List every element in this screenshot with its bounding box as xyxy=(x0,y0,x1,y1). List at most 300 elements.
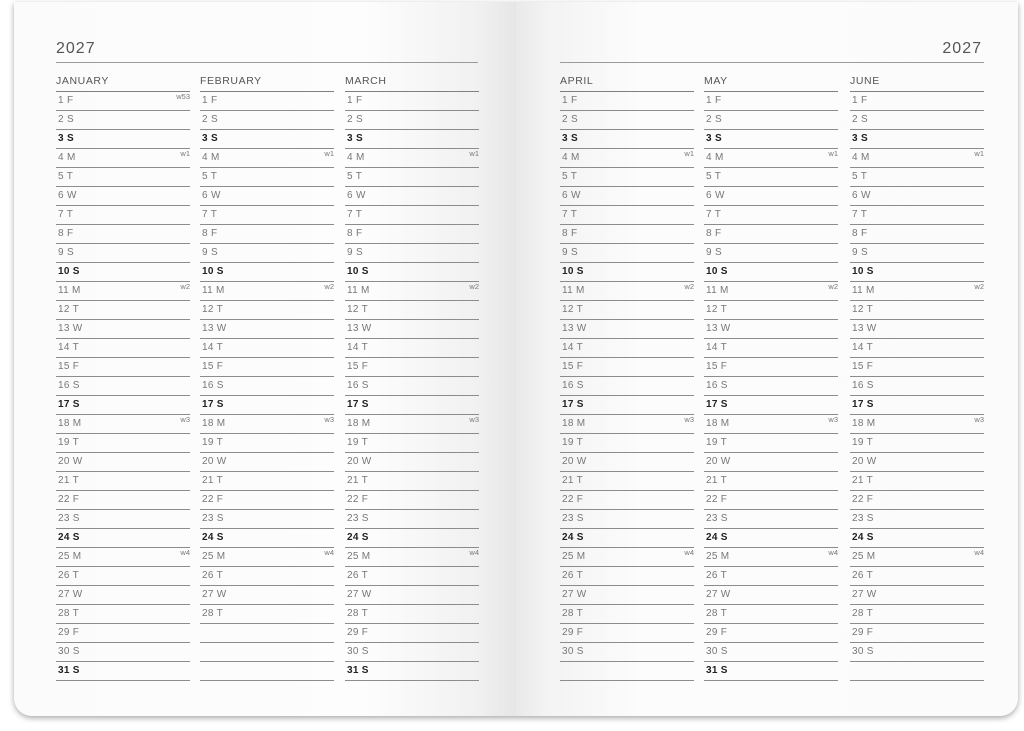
day-row xyxy=(560,187,694,206)
day-label: 9 S xyxy=(852,247,868,258)
day-row xyxy=(560,206,694,225)
day-label: 10 S xyxy=(202,266,224,277)
day-label: 28 T xyxy=(58,608,80,619)
day-label: 12 T xyxy=(562,304,584,315)
day-row xyxy=(850,377,984,396)
day-label: 17 S xyxy=(202,399,224,410)
day-row xyxy=(200,586,334,605)
day-label: 26 T xyxy=(706,570,728,581)
day-row xyxy=(200,206,334,225)
day-row xyxy=(850,624,984,643)
day-row xyxy=(56,339,190,358)
day-row xyxy=(345,434,479,453)
day-label: 25 M xyxy=(347,551,371,562)
day-label: 20 W xyxy=(852,456,877,467)
day-row xyxy=(560,491,694,510)
day-row xyxy=(345,624,479,643)
day-label: 18 M xyxy=(58,418,82,429)
month-column-january xyxy=(56,74,190,681)
day-row xyxy=(56,320,190,339)
day-row xyxy=(850,529,984,548)
day-label: 25 M xyxy=(202,551,226,562)
day-row xyxy=(704,92,838,111)
day-label: 1 F xyxy=(347,95,363,106)
day-label: 18 M xyxy=(562,418,586,429)
day-label: 10 S xyxy=(347,266,369,277)
day-row xyxy=(560,415,694,434)
day-row xyxy=(560,624,694,643)
day-row xyxy=(345,396,479,415)
day-row xyxy=(560,358,694,377)
month-column-march xyxy=(345,74,479,681)
day-label: 13 W xyxy=(562,323,587,334)
day-row xyxy=(200,244,334,263)
day-row xyxy=(850,130,984,149)
day-label: 4 M xyxy=(202,152,220,163)
week-number: w4 xyxy=(469,548,479,557)
day-label: 5 T xyxy=(58,171,74,182)
header-rule-right xyxy=(560,62,984,63)
day-row xyxy=(560,301,694,320)
day-row xyxy=(850,301,984,320)
day-label: 4 M xyxy=(706,152,724,163)
day-label: 16 S xyxy=(706,380,728,391)
day-label: 19 T xyxy=(202,437,224,448)
day-row xyxy=(56,244,190,263)
month-name: APRIL xyxy=(560,74,694,92)
day-row xyxy=(560,168,694,187)
day-label: 18 M xyxy=(347,418,371,429)
day-row xyxy=(704,225,838,244)
day-label: 16 S xyxy=(58,380,80,391)
day-row xyxy=(345,453,479,472)
week-number: w1 xyxy=(828,149,838,158)
day-label: 17 S xyxy=(706,399,728,410)
day-label: 26 T xyxy=(562,570,584,581)
year-label-left: 2027 xyxy=(56,40,96,57)
day-row xyxy=(345,282,479,301)
week-number: w3 xyxy=(684,415,694,424)
day-row xyxy=(850,567,984,586)
day-row xyxy=(850,320,984,339)
day-label: 1 F xyxy=(202,95,218,106)
day-label: 22 F xyxy=(852,494,874,505)
day-row xyxy=(345,548,479,567)
day-label: 20 W xyxy=(58,456,83,467)
day-row xyxy=(560,92,694,111)
month-name: JUNE xyxy=(850,74,984,92)
day-row xyxy=(200,567,334,586)
day-row xyxy=(345,567,479,586)
day-row xyxy=(704,149,838,168)
day-row xyxy=(56,567,190,586)
day-row xyxy=(560,339,694,358)
day-label: 5 T xyxy=(852,171,868,182)
day-label: 17 S xyxy=(58,399,80,410)
day-row xyxy=(850,548,984,567)
day-row xyxy=(200,415,334,434)
day-label: 25 M xyxy=(706,551,730,562)
right-page xyxy=(516,2,1018,716)
day-label: 26 T xyxy=(852,570,874,581)
day-row xyxy=(56,377,190,396)
day-row xyxy=(200,301,334,320)
day-row xyxy=(850,263,984,282)
day-label: 4 M xyxy=(347,152,365,163)
day-label: 10 S xyxy=(706,266,728,277)
day-row xyxy=(56,415,190,434)
day-row xyxy=(345,225,479,244)
week-number: w1 xyxy=(324,149,334,158)
day-label: 22 F xyxy=(706,494,728,505)
day-label: 21 T xyxy=(58,475,80,486)
day-label: 5 T xyxy=(562,171,578,182)
day-label: 19 T xyxy=(58,437,80,448)
day-row xyxy=(850,605,984,624)
day-label: 27 W xyxy=(706,589,731,600)
day-label: 24 S xyxy=(202,532,224,543)
day-row xyxy=(56,358,190,377)
day-label: 2 S xyxy=(706,114,722,125)
day-label: 31 S xyxy=(58,665,80,676)
day-row xyxy=(56,396,190,415)
week-number: w4 xyxy=(828,548,838,557)
day-label: 4 M xyxy=(562,152,580,163)
day-row xyxy=(560,320,694,339)
day-row xyxy=(345,206,479,225)
day-row xyxy=(850,225,984,244)
day-label: 11 M xyxy=(347,285,370,296)
day-row xyxy=(200,491,334,510)
day-row xyxy=(56,434,190,453)
day-label: 29 F xyxy=(852,627,874,638)
day-row xyxy=(200,149,334,168)
day-row xyxy=(704,529,838,548)
day-label: 9 S xyxy=(58,247,74,258)
day-row xyxy=(850,510,984,529)
day-row xyxy=(704,586,838,605)
day-label: 3 S xyxy=(706,133,722,144)
day-label: 23 S xyxy=(347,513,369,524)
week-number: w2 xyxy=(684,282,694,291)
day-row xyxy=(200,548,334,567)
day-label: 20 W xyxy=(562,456,587,467)
day-row xyxy=(56,605,190,624)
day-label: 14 T xyxy=(202,342,224,353)
day-row xyxy=(200,130,334,149)
day-label: 8 F xyxy=(562,228,578,239)
month-name: MARCH xyxy=(345,74,479,92)
day-label: 7 T xyxy=(202,209,218,220)
day-label: 10 S xyxy=(562,266,584,277)
day-row xyxy=(56,491,190,510)
day-label: 26 T xyxy=(202,570,224,581)
day-row xyxy=(560,225,694,244)
day-label: 24 S xyxy=(852,532,874,543)
day-row xyxy=(56,263,190,282)
day-row xyxy=(345,358,479,377)
day-row xyxy=(345,339,479,358)
day-label: 9 S xyxy=(562,247,578,258)
day-label: 15 F xyxy=(706,361,728,372)
day-label: 28 T xyxy=(202,608,224,619)
day-label: 5 T xyxy=(706,171,722,182)
day-label: 9 S xyxy=(202,247,218,258)
day-row xyxy=(56,282,190,301)
day-label: 13 W xyxy=(706,323,731,334)
day-row xyxy=(560,434,694,453)
day-label: 22 F xyxy=(202,494,224,505)
day-row xyxy=(704,377,838,396)
day-label: 23 S xyxy=(58,513,80,524)
empty-day-row xyxy=(850,662,984,681)
day-row xyxy=(56,624,190,643)
day-row xyxy=(704,491,838,510)
day-label: 12 T xyxy=(347,304,369,315)
day-row xyxy=(345,130,479,149)
day-label: 4 M xyxy=(852,152,870,163)
day-label: 11 M xyxy=(706,285,729,296)
month-name: FEBRUARY xyxy=(200,74,334,92)
day-row xyxy=(56,111,190,130)
week-number: w3 xyxy=(469,415,479,424)
day-label: 7 T xyxy=(562,209,578,220)
day-label: 15 F xyxy=(347,361,369,372)
day-row xyxy=(704,434,838,453)
day-label: 16 S xyxy=(202,380,224,391)
day-label: 30 S xyxy=(562,646,584,657)
day-row xyxy=(345,586,479,605)
day-label: 26 T xyxy=(58,570,80,581)
day-label: 8 F xyxy=(347,228,363,239)
day-row xyxy=(850,472,984,491)
day-label: 21 T xyxy=(852,475,874,486)
day-label: 4 M xyxy=(58,152,76,163)
day-row xyxy=(704,320,838,339)
week-number: w1 xyxy=(469,149,479,158)
day-row xyxy=(850,415,984,434)
day-label: 15 F xyxy=(852,361,874,372)
day-label: 29 F xyxy=(706,627,728,638)
day-row xyxy=(200,111,334,130)
day-label: 21 T xyxy=(347,475,369,486)
day-row xyxy=(56,662,190,681)
day-row xyxy=(560,111,694,130)
week-number: w4 xyxy=(180,548,190,557)
day-row xyxy=(704,415,838,434)
day-label: 3 S xyxy=(852,133,868,144)
day-label: 29 F xyxy=(58,627,80,638)
day-label: 23 S xyxy=(706,513,728,524)
day-label: 11 M xyxy=(562,285,585,296)
day-label: 13 W xyxy=(852,323,877,334)
day-row xyxy=(850,358,984,377)
day-row xyxy=(704,339,838,358)
day-row xyxy=(560,149,694,168)
day-row xyxy=(345,168,479,187)
day-label: 12 T xyxy=(58,304,80,315)
day-label: 9 S xyxy=(347,247,363,258)
day-label: 8 F xyxy=(58,228,74,239)
day-label: 22 F xyxy=(562,494,584,505)
day-label: 10 S xyxy=(852,266,874,277)
day-row xyxy=(850,187,984,206)
week-number: w3 xyxy=(180,415,190,424)
day-label: 30 S xyxy=(706,646,728,657)
day-row xyxy=(56,130,190,149)
day-row xyxy=(56,206,190,225)
day-label: 8 F xyxy=(202,228,218,239)
empty-day-row xyxy=(200,662,334,681)
day-row xyxy=(704,244,838,263)
day-label: 15 F xyxy=(562,361,584,372)
day-row xyxy=(850,453,984,472)
month-column-april xyxy=(560,74,694,681)
day-row xyxy=(704,130,838,149)
day-row xyxy=(850,396,984,415)
day-label: 8 F xyxy=(852,228,868,239)
day-row xyxy=(345,415,479,434)
day-row xyxy=(850,643,984,662)
day-label: 16 S xyxy=(562,380,584,391)
day-label: 19 T xyxy=(852,437,874,448)
day-label: 7 T xyxy=(58,209,74,220)
day-row xyxy=(704,111,838,130)
day-label: 25 M xyxy=(562,551,586,562)
day-row xyxy=(200,92,334,111)
day-label: 28 T xyxy=(706,608,728,619)
day-row xyxy=(704,643,838,662)
day-label: 16 S xyxy=(852,380,874,391)
day-label: 3 S xyxy=(562,133,578,144)
day-label: 5 T xyxy=(347,171,363,182)
day-label: 18 M xyxy=(202,418,226,429)
day-label: 24 S xyxy=(347,532,369,543)
day-row xyxy=(200,339,334,358)
day-label: 28 T xyxy=(562,608,584,619)
day-row xyxy=(850,244,984,263)
day-row xyxy=(704,396,838,415)
day-row xyxy=(560,244,694,263)
day-row xyxy=(704,624,838,643)
day-label: 25 M xyxy=(58,551,82,562)
day-row xyxy=(345,662,479,681)
day-label: 12 T xyxy=(202,304,224,315)
day-row xyxy=(850,491,984,510)
day-label: 11 M xyxy=(852,285,875,296)
day-label: 9 S xyxy=(706,247,722,258)
day-row xyxy=(704,453,838,472)
day-row xyxy=(560,548,694,567)
day-row xyxy=(850,111,984,130)
day-label: 20 W xyxy=(202,456,227,467)
empty-day-row xyxy=(200,643,334,662)
day-row xyxy=(345,187,479,206)
day-label: 8 F xyxy=(706,228,722,239)
day-row xyxy=(56,510,190,529)
week-number: w3 xyxy=(974,415,984,424)
day-row xyxy=(200,510,334,529)
day-label: 31 S xyxy=(347,665,369,676)
empty-day-row xyxy=(200,624,334,643)
day-label: 3 S xyxy=(347,133,363,144)
day-row xyxy=(345,111,479,130)
day-label: 14 T xyxy=(58,342,80,353)
day-row xyxy=(704,168,838,187)
day-label: 27 W xyxy=(202,589,227,600)
week-number: w1 xyxy=(180,149,190,158)
day-row xyxy=(56,529,190,548)
day-label: 27 W xyxy=(852,589,877,600)
day-row xyxy=(200,282,334,301)
day-row xyxy=(200,358,334,377)
day-label: 14 T xyxy=(562,342,584,353)
day-label: 24 S xyxy=(58,532,80,543)
day-row xyxy=(345,510,479,529)
day-label: 2 S xyxy=(562,114,578,125)
day-row xyxy=(850,339,984,358)
day-row xyxy=(560,130,694,149)
day-row xyxy=(56,225,190,244)
day-row xyxy=(56,149,190,168)
day-label: 13 W xyxy=(58,323,83,334)
day-row xyxy=(56,643,190,662)
day-label: 1 F xyxy=(706,95,722,106)
day-row xyxy=(345,92,479,111)
day-label: 6 W xyxy=(706,190,725,201)
day-row xyxy=(56,92,190,111)
day-row xyxy=(200,605,334,624)
day-label: 1 F xyxy=(58,95,74,106)
day-row xyxy=(56,586,190,605)
day-label: 30 S xyxy=(852,646,874,657)
day-row xyxy=(56,453,190,472)
day-row xyxy=(850,206,984,225)
day-label: 3 S xyxy=(58,133,74,144)
day-label: 1 F xyxy=(852,95,868,106)
day-row xyxy=(560,263,694,282)
day-row xyxy=(560,510,694,529)
day-label: 10 S xyxy=(58,266,80,277)
day-label: 2 S xyxy=(852,114,868,125)
day-row xyxy=(200,472,334,491)
day-label: 11 M xyxy=(202,285,225,296)
day-row xyxy=(850,168,984,187)
month-column-february xyxy=(200,74,334,681)
day-row xyxy=(704,301,838,320)
day-label: 7 T xyxy=(706,209,722,220)
day-label: 19 T xyxy=(347,437,369,448)
day-row xyxy=(560,529,694,548)
day-row xyxy=(704,358,838,377)
empty-day-row xyxy=(560,662,694,681)
week-number: w53 xyxy=(176,92,190,101)
day-row xyxy=(200,529,334,548)
day-label: 28 T xyxy=(347,608,369,619)
day-row xyxy=(560,472,694,491)
day-row xyxy=(560,377,694,396)
day-row xyxy=(56,301,190,320)
day-label: 1 F xyxy=(562,95,578,106)
day-label: 17 S xyxy=(852,399,874,410)
day-label: 22 F xyxy=(58,494,80,505)
day-row xyxy=(200,187,334,206)
day-label: 13 W xyxy=(347,323,372,334)
day-label: 20 W xyxy=(347,456,372,467)
day-label: 21 T xyxy=(706,475,728,486)
day-label: 17 S xyxy=(347,399,369,410)
day-row xyxy=(345,149,479,168)
